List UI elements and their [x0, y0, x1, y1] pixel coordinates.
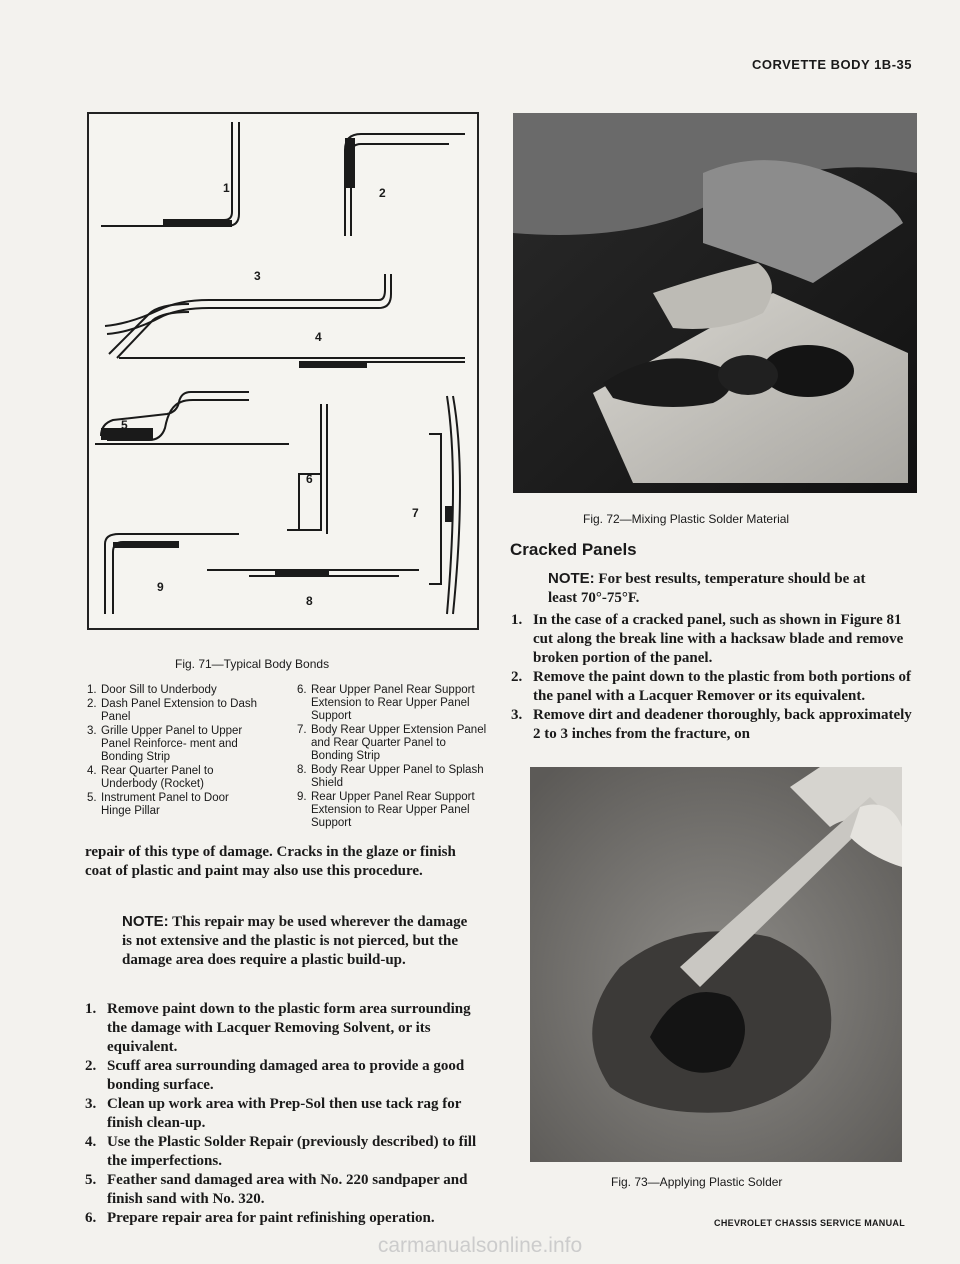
list-item: 3. Remove dirt and deadener thoroughly, back approximately 2 to 3 inches from the fracture, on — [511, 707, 912, 742]
legend-item: 7. Body Rear Upper Extension Panel and Rear Quarter Panel to Bonding Strip — [297, 724, 487, 762]
note-label: NOTE: — [122, 913, 169, 930]
figure-72-caption: Fig. 72—Mixing Plastic Solder Material — [583, 512, 790, 526]
page-footer: CHEVROLET CHASSIS SERVICE MANUAL — [714, 1218, 905, 1228]
list-item: 4. Use the Plastic Solder Repair (previously described) to fill the imperfections. — [85, 1134, 477, 1169]
list-item: 3. Clean up work area with Prep-Sol then use tack rag for finish clean-up. — [85, 1096, 462, 1131]
figure-71-legend-right — [297, 684, 487, 831]
watermark: carmanualsonline.info — [377, 1234, 583, 1257]
legend-item: 1. Door Sill to Underbody — [87, 684, 217, 696]
legend-item: 2. Dash Panel Extension to Dash Panel — [87, 698, 257, 723]
legend-item: 9. Rear Upper Panel Rear Support Extension to Rear Upper Panel Support — [297, 791, 475, 829]
bond-number-1: 1 — [223, 181, 230, 195]
list-item: 5. Feather sand damaged area with No. 220 sandpaper and finish sand with No. 320. — [85, 1172, 468, 1207]
figure-71-diagram — [87, 112, 479, 630]
bond-number-6: 6 — [306, 472, 313, 486]
cracked-note — [548, 569, 888, 608]
figure-71-legend-left — [87, 684, 262, 819]
legend-item: 8. Body Rear Upper Panel to Splash Shield — [297, 764, 484, 789]
list-item: 2. Remove the paint down to the plastic from both portions of the panel with a Lacquer Remover or its equivalent. — [511, 669, 912, 704]
figure-73-caption: Fig. 73—Applying Plastic Solder — [611, 1175, 783, 1189]
list-item: 2. Scuff area surrounding damaged area to provide a good bonding surface. — [85, 1058, 465, 1093]
list-item: 6. Prepare repair area for paint refinishing operation. — [85, 1210, 435, 1226]
legend-item: 5. Instrument Panel to Door Hinge Pillar — [87, 792, 229, 817]
cracked-panels-heading: Cracked Panels — [510, 540, 637, 559]
figure-71-caption: Fig. 71—Typical Body Bonds — [175, 657, 330, 671]
cracked-steps — [511, 611, 923, 744]
bond-number-2: 2 — [379, 186, 386, 200]
list-item: 1. In the case of a cracked panel, such as shown in Figure 81 cut along the break line with a hacksaw blade and remove broken portion of the panel. — [511, 612, 904, 666]
bond-number-4: 4 — [315, 330, 322, 344]
left-note — [122, 912, 474, 970]
legend-item: 4. Rear Quarter Panel to Underbody (Rocket) — [87, 765, 214, 790]
bond-number-8: 8 — [306, 594, 313, 608]
legend-item: 6. Rear Upper Panel Rear Support Extension to Rear Upper Panel Support — [297, 684, 475, 722]
figure-73-photo — [530, 767, 902, 1162]
note-label: NOTE: — [548, 570, 595, 587]
legend-item: 3. Grille Upper Panel to Upper Panel Reinforce- ment and Bonding Strip — [87, 725, 243, 763]
figure-72-photo — [513, 113, 917, 493]
repair-steps — [85, 1000, 485, 1228]
list-item: 1. Remove paint down to the plastic form area surrounding the damage with Lacquer Removing Solvent, or its equivalent. — [85, 1001, 471, 1055]
note-text: This repair may be used wherever the damage is not extensive and the plastic is not pierced, but the damage area does require a plastic build-up. — [122, 914, 468, 968]
page-header: CORVETTE BODY 1B-35 — [751, 57, 912, 72]
note-text: For best results, temperature should be at least 70°-75°F. — [548, 571, 866, 606]
repair-paragraph: repair of this type of damage. Cracks in the glaze or finish coat of plastic and paint may also use this procedure. — [85, 844, 456, 879]
bond-number-9: 9 — [157, 580, 164, 594]
bond-number-7: 7 — [412, 506, 419, 520]
bond-number-5: 5 — [121, 418, 128, 432]
bond-number-3: 3 — [254, 269, 261, 283]
